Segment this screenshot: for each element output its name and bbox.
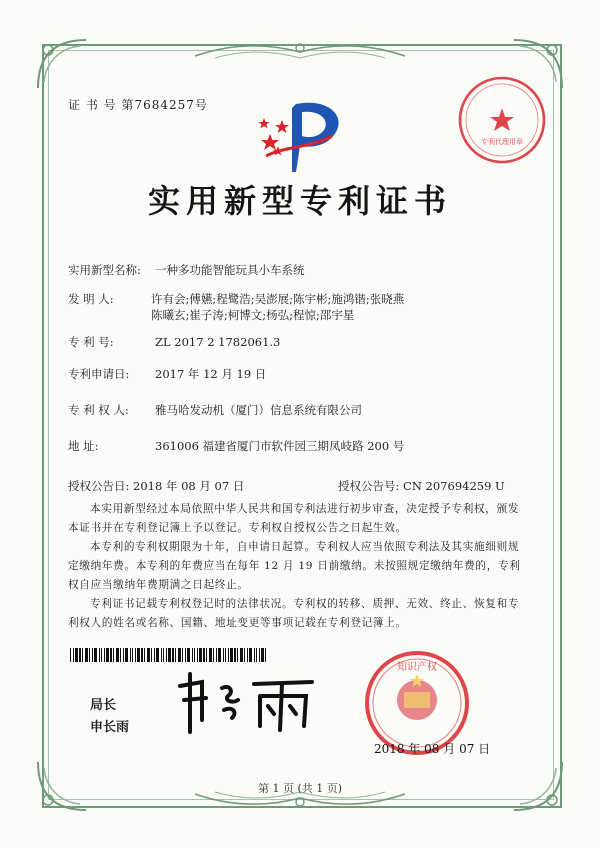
filing-date-value: 2017 年 12 月 19 日 — [155, 367, 267, 381]
patent-number-value: ZL 2017 2 1782061.3 — [155, 335, 281, 349]
svg-text:专利代理用章: 专利代理用章 — [481, 138, 523, 146]
seal-date: 2018 年 08 月 07 日 — [374, 742, 491, 756]
address-value: 361006 福建省厦门市软件园三期凤岐路 200 号 — [155, 439, 405, 453]
grant-number-value: CN 207694259 U — [403, 479, 505, 493]
body-paragraph-1: 本实用新型经过本局依照中华人民共和国专利法进行初步审查，决定授予专利权，颁发本证书并在专利登记簿上予以登记。专利权自授权公告之日起生效。 — [68, 503, 520, 534]
filing-date-row — [68, 366, 266, 382]
agency-seal-icon — [456, 74, 548, 166]
grant-date-row — [68, 478, 244, 494]
inventor-row — [68, 291, 155, 307]
patent-number-label: 专 利 号: — [68, 335, 114, 349]
grant-date-value: 2018 年 08 月 07 日 — [133, 479, 245, 493]
director-signature — [172, 666, 322, 736]
body-paragraph-3: 专利证书记载专利权登记时的法律状况。专利权的转移、质押、无效、终止、恢复和专利权人的姓名或名称、国籍、地址变更等事项记载在专利登记簿上。 — [68, 598, 520, 629]
director-name: 申长雨 — [90, 720, 130, 735]
patent-holder-row — [68, 402, 362, 418]
address-row — [68, 438, 404, 454]
top-ornament — [195, 38, 405, 62]
certificate-title: 实用新型专利证书 — [147, 182, 452, 220]
grant-number-row — [338, 478, 505, 494]
svg-text:知识产权: 知识产权 — [397, 662, 437, 673]
director-title: 局长 — [90, 698, 117, 713]
utility-model-name-row — [68, 262, 305, 278]
inventors-line-1: 许有会;傅嬿;程鹭浩;吴澎展;陈宇彬;施鸿锴;张晓燕 — [151, 292, 405, 306]
barcode — [70, 648, 266, 662]
patent-holder-value: 雅马哈发动机（厦门）信息系统有限公司 — [155, 403, 362, 417]
grant-date-label: 授权公告日: — [68, 479, 130, 493]
patent-holder-label: 专 利 权 人: — [68, 403, 129, 417]
corner-ornament-top-left — [34, 36, 90, 92]
filing-date-label: 专利申请日: — [68, 367, 130, 381]
grant-number-label: 授权公告号: — [338, 479, 400, 493]
patent-office-logo-icon — [256, 96, 348, 176]
utility-model-name-label: 实用新型名称: — [68, 263, 141, 277]
body-paragraph-2: 本专利的专利权期限为十年，自申请日起算。专利权人应当依照专利法及其实施细则规定缴纳年费。本专利的年费应当在每年 12 月 19 日前缴纳。未按照规定缴纳年费的，专利权自应当缴纳年费期满之日起终止。 — [68, 541, 521, 591]
utility-model-name-value: 一种多功能智能玩具小车系统 — [155, 263, 305, 277]
certificate-body — [68, 500, 530, 633]
inventor-label: 发 明 人: — [68, 292, 114, 306]
certificate-number: 证 书 号 第7684257号 — [68, 98, 208, 112]
patent-number-row — [68, 334, 280, 350]
inventors-list — [151, 291, 451, 323]
address-label: 地 址: — [68, 439, 99, 453]
page-number: 第 1 页 (共 1 页) — [257, 782, 343, 795]
inventors-line-2: 陈曦玄;崔子涛;柯博文;杨弘;程惊;邵宇星 — [151, 308, 355, 322]
